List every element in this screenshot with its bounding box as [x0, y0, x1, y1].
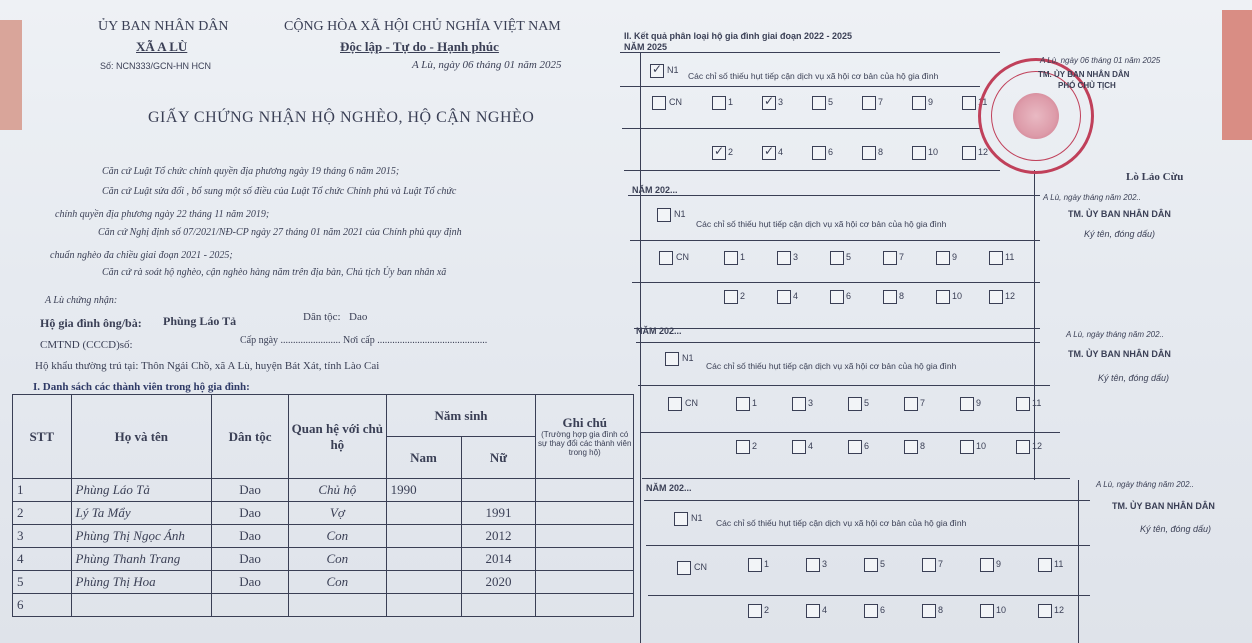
indicator-label: 4 — [793, 291, 799, 301]
indicator-label: 11 — [1005, 252, 1015, 262]
indicator-checkbox[interactable] — [980, 604, 994, 618]
col-stt: STT — [13, 395, 72, 479]
cell-ethnic: Dao — [212, 525, 289, 548]
cell-female — [461, 479, 536, 502]
cell-name: Phùng Thanh Trang — [71, 548, 212, 571]
ethnic-label: Dân tộc: — [303, 311, 341, 323]
cell-female: 2012 — [461, 525, 536, 548]
indicator-checkbox[interactable] — [762, 96, 776, 110]
indicator-label: 10 — [928, 147, 939, 157]
doc-number: Số: NCN333/GCN-HN HCN — [100, 61, 212, 71]
indicator-checkbox[interactable] — [777, 251, 791, 265]
indicator-checkbox[interactable] — [862, 96, 876, 110]
indicator-checkbox[interactable] — [748, 558, 762, 572]
indicator-checkbox[interactable] — [962, 146, 976, 160]
cell-ethnic: Dao — [212, 548, 289, 571]
indicator-label: 2 — [752, 441, 758, 451]
cell-stt: 6 — [13, 594, 72, 617]
cell-note — [536, 594, 634, 617]
cell-note — [536, 571, 634, 594]
cell-relation: Con — [289, 571, 387, 594]
sign-org: TM. ỦY BAN NHÂN DÂN — [1068, 209, 1171, 219]
grid-line — [638, 385, 1050, 386]
indicator-label: 1 — [728, 97, 734, 107]
col-note — [536, 395, 634, 479]
n1-text: Các chỉ số thiếu hụt tiếp cận dịch vụ xã hội cơ bản của hộ gia đình — [706, 361, 957, 371]
indicator-label: 10 — [996, 605, 1007, 615]
indicator-label: 8 — [899, 291, 905, 301]
id-label: CMTND (CCCD)số: — [40, 339, 133, 351]
indicator-label: 5 — [880, 559, 886, 569]
indicator-label: 5 — [846, 252, 852, 262]
sign-org: TM. ỦY BAN NHÂN DÂN — [1068, 349, 1171, 359]
indicator-checkbox[interactable] — [936, 251, 950, 265]
table-row — [13, 571, 634, 594]
n1-label: N1 — [682, 353, 694, 363]
col-male: Nam — [386, 437, 461, 479]
indicator-label: 3 — [808, 398, 814, 408]
indicator-checkbox[interactable] — [989, 290, 1003, 304]
indicator-label: 6 — [880, 605, 886, 615]
indicator-checkbox[interactable] — [912, 96, 926, 110]
grid-line — [640, 432, 1060, 433]
cell-stt: 4 — [13, 548, 72, 571]
indicator-label: 3 — [793, 252, 799, 262]
indicator-label: 1 — [752, 398, 758, 408]
grid-line — [640, 52, 641, 643]
cell-name — [71, 594, 212, 617]
n1-text: Các chỉ số thiếu hụt tiếp cận dịch vụ xã hội cơ bản của hộ gia đình — [716, 518, 967, 528]
sign-org-2025: TM. ỦY BAN NHÂN DÂN — [1038, 70, 1130, 79]
cn-checkbox[interactable] — [668, 397, 682, 411]
indicator-checkbox[interactable] — [1016, 397, 1030, 411]
grid-line — [1034, 170, 1035, 480]
n1-checkbox[interactable] — [674, 512, 688, 526]
col-relation: Quan hệ với chủ hộ — [289, 395, 387, 479]
indicator-label: 5 — [864, 398, 870, 408]
cell-note — [536, 548, 634, 571]
year-label-2025: NĂM 2025 — [624, 42, 668, 52]
legal-basis-2: Căn cứ Luật sửa đổi , bổ sung một số điều của Luật Tổ chức Chính phủ và Luật Tổ chức — [102, 186, 457, 197]
col-ethnic: Dân tộc — [212, 395, 289, 479]
col-name: Họ và tên — [71, 395, 212, 479]
org-line-2: XÃ A LÙ — [136, 39, 188, 54]
indicator-label: 9 — [928, 97, 934, 107]
indicator-label: 11 — [1032, 398, 1042, 408]
note-subtitle: (Trường hợp gia đình có sự thay đổi các thành viên trong hộ) — [538, 430, 632, 457]
indicator-checkbox[interactable] — [812, 146, 826, 160]
results-heading: II. Kết quả phân loại hộ gia đình giai đoạn 2022 - 2025 — [624, 31, 853, 41]
indicator-label: 8 — [938, 605, 944, 615]
indicator-label: 2 — [740, 291, 746, 301]
indicator-checkbox[interactable] — [936, 290, 950, 304]
indicator-label: 3 — [778, 97, 784, 107]
indicator-checkbox[interactable] — [922, 558, 936, 572]
indicator-label: 6 — [846, 291, 852, 301]
indicator-checkbox[interactable] — [883, 290, 897, 304]
indicator-checkbox[interactable] — [806, 558, 820, 572]
table-row — [13, 594, 634, 617]
indicator-label: 8 — [920, 441, 926, 451]
indicator-checkbox[interactable] — [812, 96, 826, 110]
indicator-label: 11 — [1054, 559, 1064, 569]
indicator-checkbox[interactable] — [912, 146, 926, 160]
indicator-label: 12 — [1032, 441, 1043, 451]
sign-role-2025: PHÓ CHỦ TỊCH — [1058, 81, 1116, 90]
indicator-checkbox[interactable] — [736, 397, 750, 411]
nation-title: CỘNG HÒA XÃ HỘI CHỦ NGHĨA VIỆT NAM — [284, 19, 561, 34]
cn-checkbox-2025[interactable] — [652, 96, 666, 110]
col-birth: Năm sinh — [386, 395, 536, 437]
legal-basis-4: Căn cứ Nghị định số 07/2021/NĐ-CP ngày 27 tháng 01 năm 2021 của Chính phủ quy định — [98, 227, 462, 238]
indicator-checkbox[interactable] — [712, 146, 726, 160]
cell-stt: 5 — [13, 571, 72, 594]
sign-date-2025: A Lù, ngày 06 tháng 01 năm 2025 — [1040, 56, 1161, 65]
certify-line: A Lù chứng nhận: — [45, 295, 118, 306]
legal-basis-3: chính quyền địa phương ngày 22 tháng 11 năm 2019; — [55, 209, 270, 220]
indicator-label: 12 — [1054, 605, 1065, 615]
indicator-checkbox[interactable] — [736, 440, 750, 454]
cell-male — [386, 594, 461, 617]
indicator-label: 12 — [978, 147, 989, 157]
indicator-checkbox[interactable] — [922, 604, 936, 618]
indicator-checkbox[interactable] — [960, 440, 974, 454]
n1-checkbox[interactable] — [657, 208, 671, 222]
grid-line — [630, 240, 1040, 241]
cn-label: CN — [669, 97, 682, 107]
indicator-checkbox[interactable] — [1038, 558, 1052, 572]
indicator-label: 2 — [764, 605, 770, 615]
indicator-checkbox[interactable] — [864, 558, 878, 572]
n1-text: Các chỉ số thiếu hụt tiếp cận dịch vụ xã hội cơ bản của hộ gia đình — [696, 219, 947, 229]
indicator-checkbox[interactable] — [792, 397, 806, 411]
cell-ethnic — [212, 594, 289, 617]
cell-male: 1990 — [386, 479, 461, 502]
n1-checkbox[interactable] — [665, 352, 679, 366]
grid-line — [622, 128, 980, 129]
indicator-label: 8 — [878, 147, 884, 157]
indicator-label: 4 — [822, 605, 828, 615]
ethnic-value: Dao — [349, 311, 368, 323]
cell-female — [461, 594, 536, 617]
cell-female: 2014 — [461, 548, 536, 571]
cell-female: 2020 — [461, 571, 536, 594]
issue-date: A Lù, ngày 06 tháng 01 năm 2025 — [412, 59, 562, 71]
indicator-checkbox[interactable] — [1038, 604, 1052, 618]
cell-male — [386, 548, 461, 571]
indicator-label: 7 — [920, 398, 926, 408]
indicator-checkbox[interactable] — [1016, 440, 1030, 454]
legal-basis-6: Căn cứ rà soát hộ nghèo, cận nghèo hàng năm trên địa bàn, Chủ tịch Ủy ban nhân xã — [102, 267, 447, 278]
table-row — [13, 548, 634, 571]
indicator-label: 11 — [978, 97, 988, 107]
cell-name: Phùng Thị Hoa — [71, 571, 212, 594]
indicator-checkbox[interactable] — [724, 251, 738, 265]
indicator-label: 9 — [952, 252, 958, 262]
indicator-checkbox[interactable] — [862, 146, 876, 160]
indicator-checkbox[interactable] — [904, 397, 918, 411]
table-row — [13, 502, 634, 525]
document-title: GIẤY CHỨNG NHẬN HỘ NGHÈO, HỘ CẬN NGHÈO — [148, 109, 535, 126]
household-name: Phùng Láo Tả — [163, 314, 237, 328]
indicator-label: 7 — [899, 252, 905, 262]
indicator-checkbox[interactable] — [989, 251, 1003, 265]
indicator-checkbox[interactable] — [792, 440, 806, 454]
cn-checkbox[interactable] — [659, 251, 673, 265]
members-heading: I. Danh sách các thành viên trong hộ gia đình: — [33, 381, 250, 393]
indicator-checkbox[interactable] — [848, 397, 862, 411]
cell-ethnic: Dao — [212, 479, 289, 502]
cell-stt: 2 — [13, 502, 72, 525]
note-title: Ghi chú — [562, 415, 607, 431]
indicator-checkbox[interactable] — [980, 558, 994, 572]
cell-name: Phùng Thị Ngọc Ánh — [71, 525, 212, 548]
sign-date: A Lù, ngày tháng năm 202.. — [1096, 480, 1194, 489]
background-left — [0, 20, 22, 130]
grid-line — [624, 170, 1000, 171]
signer-name: Lò Lảo Cừu — [1126, 171, 1184, 183]
indicator-checkbox[interactable] — [904, 440, 918, 454]
cn-label: CN — [676, 252, 689, 262]
indicator-checkbox[interactable] — [762, 146, 776, 160]
grid-line — [642, 478, 1070, 479]
indicator-label: 9 — [976, 398, 982, 408]
cell-male — [386, 571, 461, 594]
year-label-3: NĂM 202... — [636, 326, 682, 336]
indicator-label: 5 — [828, 97, 834, 107]
cell-relation: Vợ — [289, 502, 387, 525]
legal-basis-5: chuẩn nghèo đa chiều giai đoạn 2021 - 2025; — [50, 250, 233, 261]
cell-male — [386, 525, 461, 548]
cell-relation: Con — [289, 548, 387, 571]
indicator-checkbox[interactable] — [962, 96, 976, 110]
household-label: Hộ gia đình ông/bà: — [40, 316, 142, 330]
sign-sub: Ký tên, đóng dấu) — [1098, 373, 1170, 383]
table-row — [13, 525, 634, 548]
sign-date: A Lù, ngày tháng năm 202.. — [1066, 330, 1164, 339]
indicator-checkbox[interactable] — [864, 604, 878, 618]
grid-line — [646, 545, 1090, 546]
cell-relation — [289, 594, 387, 617]
members-table — [12, 394, 634, 617]
col-female: Nữ — [461, 437, 536, 479]
table-row — [13, 479, 634, 502]
indicator-checkbox[interactable] — [724, 290, 738, 304]
indicator-label: 1 — [740, 252, 746, 262]
grid-line — [636, 342, 1040, 343]
cell-relation: Chủ hộ — [289, 479, 387, 502]
motto: Độc lập - Tự do - Hạnh phúc — [340, 39, 499, 54]
grid-line — [628, 195, 1040, 196]
org-line-1: ỦY BAN NHÂN DÂN — [98, 19, 229, 34]
indicator-checkbox[interactable] — [830, 290, 844, 304]
indicator-label: 4 — [778, 147, 784, 157]
indicator-label: 3 — [822, 559, 828, 569]
indicator-label: 2 — [728, 147, 734, 157]
cell-ethnic: Dao — [212, 502, 289, 525]
indicator-label: 7 — [878, 97, 884, 107]
year-label-2: NĂM 202... — [632, 185, 678, 195]
indicator-label: 12 — [1005, 291, 1016, 301]
indicator-checkbox[interactable] — [883, 251, 897, 265]
cell-note — [536, 525, 634, 548]
indicator-label: 6 — [864, 441, 870, 451]
indicator-checkbox[interactable] — [748, 604, 762, 618]
legal-basis-1: Căn cứ Luật Tổ chức chính quyền địa phương ngày 19 tháng 6 năm 2015; — [102, 166, 400, 177]
grid-line — [644, 500, 1090, 501]
cell-note — [536, 502, 634, 525]
year-label-4: NĂM 202... — [646, 483, 692, 493]
n1-label: N1 — [691, 513, 703, 523]
cell-stt: 3 — [13, 525, 72, 548]
cn-checkbox[interactable] — [677, 561, 691, 575]
indicator-label: 10 — [952, 291, 963, 301]
indicator-label: 7 — [938, 559, 944, 569]
indicator-label: 10 — [976, 441, 987, 451]
sign-sub: Ký tên, đóng dấu) — [1084, 229, 1156, 239]
grid-line — [634, 328, 1040, 329]
cell-relation: Con — [289, 525, 387, 548]
cell-female: 1991 — [461, 502, 536, 525]
grid-line — [620, 86, 980, 87]
n1-label: N1 — [667, 65, 679, 75]
grid-line — [632, 282, 1040, 283]
indicator-label: 4 — [808, 441, 814, 451]
cell-stt: 1 — [13, 479, 72, 502]
sign-date: A Lù, ngày tháng năm 202.. — [1043, 193, 1141, 202]
cell-note — [536, 479, 634, 502]
n1-checkbox-2025[interactable] — [650, 64, 664, 78]
sign-org: TM. ỦY BAN NHÂN DÂN — [1112, 501, 1215, 511]
issued-line: Cấp ngày ........................ Nơi cấp ............................................ — [240, 335, 488, 346]
n1-text: Các chỉ số thiếu hụt tiếp cận dịch vụ xã hội cơ bản của hộ gia đình — [688, 71, 939, 81]
indicator-checkbox[interactable] — [806, 604, 820, 618]
indicator-label: 6 — [828, 147, 834, 157]
cell-male — [386, 502, 461, 525]
n1-label: N1 — [674, 209, 686, 219]
address-line: Hộ khẩu thường trú tại: Thôn Ngải Chồ, xã A Lù, huyện Bát Xát, tỉnh Lào Cai — [35, 360, 380, 372]
sign-sub: Ký tên, đóng dấu) — [1140, 524, 1212, 534]
cn-label: CN — [685, 398, 698, 408]
grid-line — [1078, 480, 1079, 643]
background-right — [1222, 10, 1252, 140]
indicator-label: 1 — [764, 559, 770, 569]
indicator-checkbox[interactable] — [712, 96, 726, 110]
indicator-checkbox[interactable] — [848, 440, 862, 454]
grid-line — [648, 595, 1090, 596]
indicator-checkbox[interactable] — [777, 290, 791, 304]
cn-label: CN — [694, 562, 707, 572]
cell-name: Phùng Láo Tả — [71, 479, 212, 502]
indicator-label: 9 — [996, 559, 1002, 569]
cell-name: Lý Ta Mẩy — [71, 502, 212, 525]
grid-line — [620, 52, 1000, 53]
indicator-checkbox[interactable] — [960, 397, 974, 411]
indicator-checkbox[interactable] — [830, 251, 844, 265]
cell-ethnic: Dao — [212, 571, 289, 594]
